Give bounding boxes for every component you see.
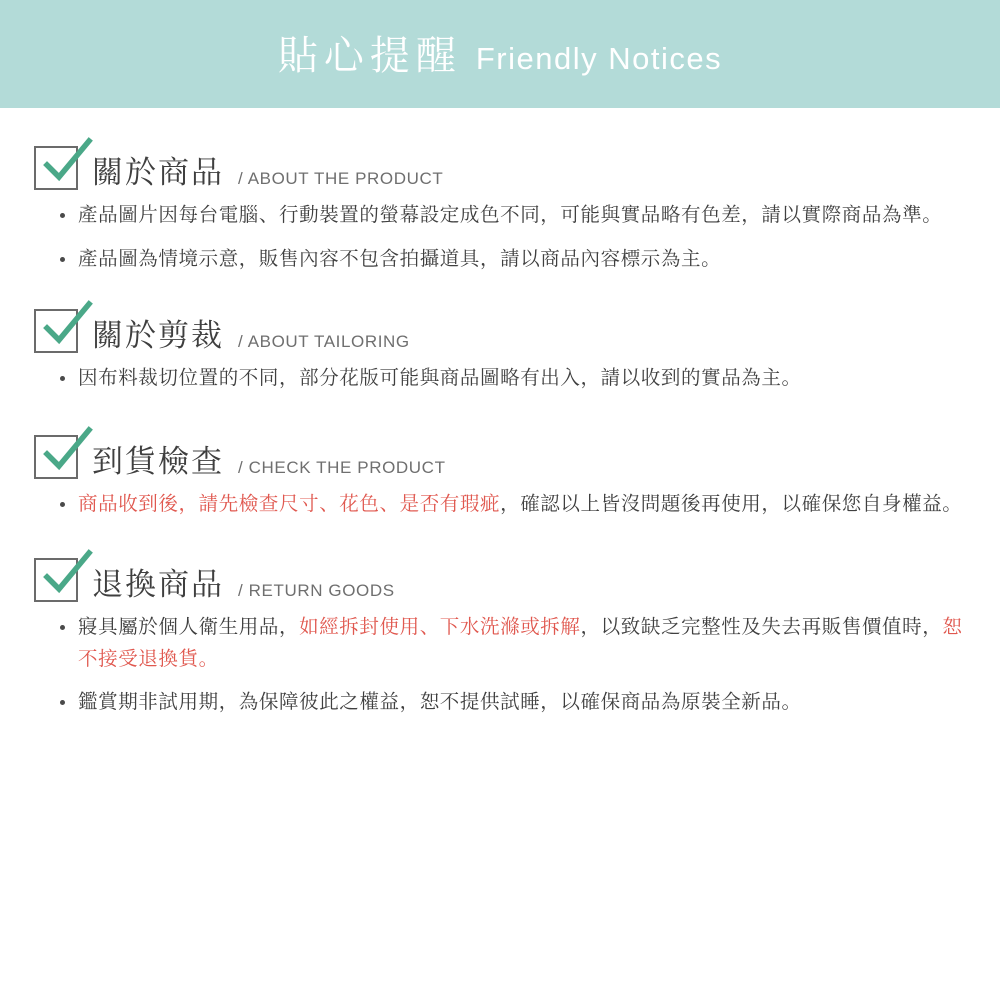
section-about-product: [34, 146, 966, 275]
section-about-tailoring: [34, 309, 966, 395]
section-header: [34, 309, 966, 353]
bullet-text-highlight: 商品收到後，請先檢查尺寸、花色、是否有瑕疵: [78, 492, 501, 515]
bullet-text-highlight: 如經拆封使用、下水洗滌或拆解: [299, 616, 581, 639]
bullet-text: ，以致缺乏完整性及失去再販售價值時，: [580, 616, 943, 639]
bullet-text: ，確認以上皆沒問題後再使用，以確保您自身權益。: [500, 492, 963, 515]
bullet-list: [34, 489, 966, 521]
section-title-zh: 關於剪裁: [92, 318, 224, 354]
list-item: [60, 200, 966, 232]
banner-title-en: Friendly Notices: [475, 40, 723, 76]
section-header: [34, 435, 966, 479]
section-check-product: [34, 435, 966, 521]
section-title-zh: 關於商品: [92, 155, 224, 190]
bullet-text: 鑑賞期非試用期，為保障彼此之權益，恕不提供試睡，以確保商品為原裝全新品。: [78, 691, 802, 714]
checkbox-checked-icon: [34, 146, 78, 190]
checkbox-checked-icon: [34, 558, 78, 602]
banner-title-group: [278, 24, 722, 81]
section-header: [34, 558, 966, 602]
checkbox-checked-icon: [34, 309, 78, 353]
banner-title-zh: 貼心提醒: [277, 33, 462, 78]
section-title-zh: 退換商品: [92, 567, 224, 603]
section-header: [34, 146, 966, 190]
bullet-text: 產品圖為情境示意，販售內容不包含拍攝道具，請以商品內容標示為主。: [78, 247, 722, 270]
bullet-list: [34, 200, 966, 275]
list-item: [60, 244, 966, 276]
section-title-en: / CHECK THE PRODUCT: [238, 457, 446, 477]
section-title-en: / RETURN GOODS: [238, 581, 395, 601]
list-item: [60, 489, 966, 521]
section-title-en: / ABOUT TAILORING: [238, 332, 410, 352]
list-item: [60, 612, 966, 675]
notices-content: [0, 108, 1000, 719]
section-title-zh: 到貨檢查: [92, 443, 224, 479]
bullet-text-highlight: 恕不接受退換貨。: [78, 616, 963, 670]
bullet-list: [34, 363, 966, 395]
bullet-text: 產品圖片因每台電腦、行動裝置的螢幕設定成色不同，可能與實品略有色差，請以實際商品為準。: [78, 204, 943, 226]
checkbox-checked-icon: [34, 435, 78, 479]
section-return-goods: [34, 558, 966, 719]
section-title-en: / ABOUT THE PRODUCT: [238, 169, 444, 188]
bullet-text: 寢具屬於個人衛生用品，: [78, 616, 300, 639]
bullet-text: 因布料裁切位置的不同，部分花版可能與商品圖略有出入，請以收到的實品為主。: [78, 367, 802, 390]
list-item: [60, 363, 966, 395]
page-banner: [0, 0, 1000, 108]
bullet-list: [34, 612, 966, 719]
list-item: [60, 687, 966, 719]
